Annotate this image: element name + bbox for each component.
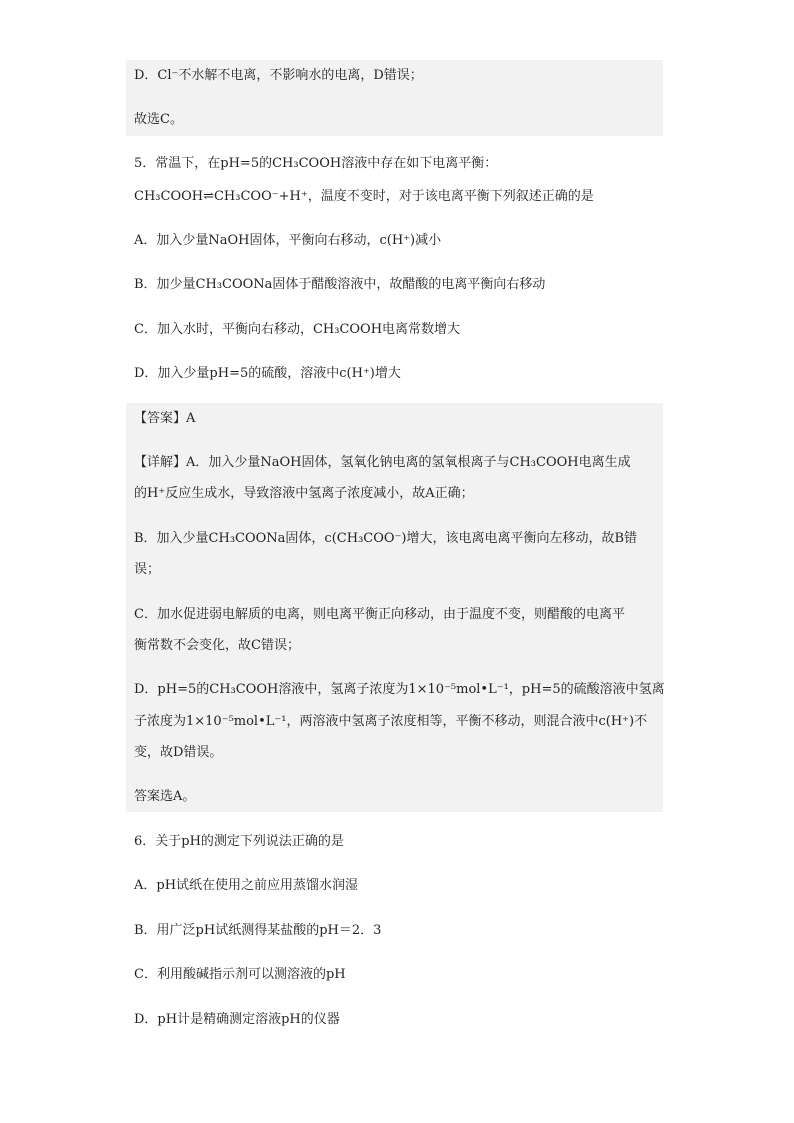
- q5-stem-line-1: 5．常温下，在pH=5的CH₃COOH溶液中存在如下电离平衡：: [134, 156, 498, 171]
- q5-option-d: D．加入少量pH=5的硫酸，溶液中c(H⁺)增大: [134, 366, 401, 381]
- q5-final-answer: 答案选A。: [134, 789, 196, 804]
- q5-option-b: B．加少量CH₃COONa固体于醋酸溶液中，故醋酸的电离平衡向右移动: [134, 277, 546, 292]
- q5-detail-line-6: 衡常数不会变化，故C错误；: [134, 638, 300, 653]
- q5-stem-line-2: CH₃COOH⇌CH₃COO⁻+H⁺，温度不变时，对于该电离平衡下列叙述正确的是: [134, 189, 594, 204]
- q5-option-a: A．加入少量NaOH固体，平衡向右移动，c(H⁺)减小: [134, 233, 442, 248]
- q6-option-a: A．pH试纸在使用之前应用蒸馏水润湿: [134, 878, 359, 893]
- q5-detail-line-3: B．加入少量CH₃COONa固体，c(CH₃COO⁻)增大，该电离电离平衡向左移动，故B错: [134, 531, 638, 546]
- q5-detail-line-5: C．加水促进弱电解质的电离，则电离平衡正向移动，由于温度不变，则醋酸的电离平: [134, 607, 625, 622]
- q6-stem: 6．关于pH的测定下列说法正确的是: [134, 834, 344, 849]
- q6-option-b: B．用广泛pH试纸测得某盐酸的pH＝2．3: [134, 923, 382, 938]
- q5-answer: 【答案】A: [134, 411, 196, 426]
- q5-detail-line-7: D．pH=5的CH₃COOH溶液中，氢离子浓度为1×10⁻⁵mol•L⁻¹，pH=5的硫酸溶液中氢离: [134, 682, 665, 697]
- q5-detail-line-8: 子浓度为1×10⁻⁵mol•L⁻¹，两溶液中氢离子浓度相等，平衡不移动，则混合液中c(H⁺)不: [134, 714, 648, 729]
- prev-option-d-explanation: D．Cl⁻不水解不电离，不影响水的电离，D错误；: [134, 68, 423, 83]
- q5-detail-line-1: 【详解】A．加入少量NaOH固体，氢氧化钠电离的氢氧根离子与CH₃COOH电离生成: [134, 455, 631, 470]
- q6-option-c: C．利用酸碱指示剂可以测溶液的pH: [134, 967, 346, 982]
- prev-conclusion: 故选C。: [134, 112, 183, 127]
- q6-option-d: D．pH计是精确测定溶液pH的仪器: [134, 1012, 340, 1027]
- q5-detail-line-4: 误；: [134, 562, 161, 577]
- q5-detail-line-2: 的H⁺反应生成水，导致溶液中氢离子浓度减小，故A正确；: [134, 486, 474, 501]
- q5-detail-line-9: 变，故D错误。: [134, 745, 223, 760]
- q5-option-c: C．加入水时，平衡向右移动，CH₃COOH电离常数增大: [134, 322, 461, 337]
